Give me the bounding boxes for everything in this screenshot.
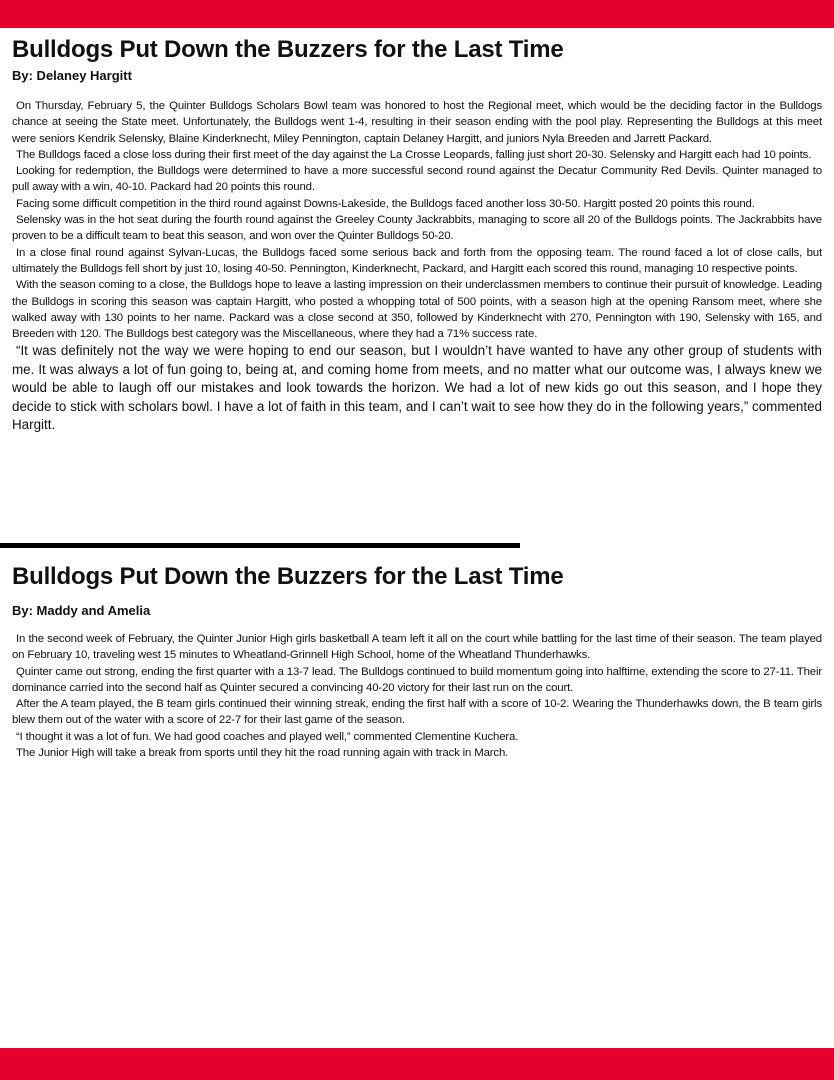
article-title: Bulldogs Put Down the Buzzers for the Last Time (12, 563, 564, 590)
paragraph: “I thought it was a lot of fun. We had good coaches and played well,” commented Clementine Kuchera. (16, 730, 519, 743)
article-title: Bulldogs Put Down the Buzzers for the Last Time (12, 36, 564, 63)
byline: By: Maddy and Amelia (12, 603, 151, 618)
paragraph: Quinter came out strong, ending the first quarter with a 13-7 lead. The Bulldogs continued to build momentum going into halftime, extending the score to 27-11. Their dominance carried into the second half as Quinter secured a convincing 40-20 victory for their last run on the court. (12, 665, 822, 694)
paragraph: With the season coming to a close, the Bulldogs hope to leave a lasting impression on their underclassmen members to continue their pursuit of knowledge. Leading the Bulldogs in scoring this season was captain Hargitt, who posted a whopping total of 500 points, with a season high at the opening Ransom meet, where she walked away with 130 points to her name. Packard was a close second at 350, followed by Kinderknecht with 270, Pennington with 190, Selensky with 165, and Breeden with 120. The Bulldogs best category was the Miscellaneous, where they had a 71% success rate. (12, 279, 822, 341)
paragraph: Looking for redemption, the Bulldogs were determined to have a more successful second round against the Decatur Community Red Devils. Quinter managed to pull away with a win, 40-10. Packard had 20 points this round. (12, 165, 822, 194)
section-divider (0, 543, 520, 548)
top-banner (0, 0, 834, 28)
paragraph: On Thursday, February 5, the Quinter Bulldogs Scholars Bowl team was honored to host the Regional meet, which would be the deciding factor in the Bulldogs chance at seeing the State meet. Unfortunately, the Bulldogs went 1-4, resulting in their season ending with the pool play. Representing the Bulldogs at this meet were seniors Kendrik Selensky, Blaine Kinderknecht, Miley Pennington, captain Delaney Hargitt, and juniors Nyla Breeden and Jarrett Packard. (12, 100, 822, 145)
article-body (12, 98, 822, 434)
article-junior-high-basketball (12, 563, 822, 761)
bottom-banner (0, 1048, 834, 1080)
quote-paragraph: “It was definitely not the way we were hoping to end our season, but I wouldn’t have wanted to have any other group of students with me. It was always a lot of fun going to, being at, and coming home from meets, and no matter what our outcome was, I always knew we would be able to laugh off our mistakes and look towards the horizon. We had a lot of new kids go out this season, and I hope they decide to stick with scholars bowl. I have a lot of faith in this team, and I can’t wait to see how they do in the following years,” commented Hargitt. (12, 343, 822, 433)
byline: By: Delaney Hargitt (12, 68, 132, 83)
paragraph: In a close final round against Sylvan-Lucas, the Bulldogs faced some serious back and forth from the opposing team. The round faced a lot of close calls, but ultimately the Bulldogs fell short by just 10, losing 40-50. Pennington, Kinderknecht, Packard, and Hargitt each scored this round, managing 10 respective points. (12, 246, 822, 275)
paragraph: Selensky was in the hot seat during the fourth round against the Greeley County Jackrabbits, managing to score all 20 of the Bulldogs points. The Jackrabbits have proven to be a difficult team to beat this season, and won over the Quinter Bulldogs 50-20. (12, 214, 822, 243)
paragraph: The Bulldogs faced a close loss during their first meet of the day against the La Crosse Leopards, falling just short 20-30. Selensky and Hargitt each had 10 points. (16, 148, 812, 161)
paragraph: Facing some difficult competition in the third round against Downs-Lakeside, the Bulldogs faced another loss 30-50. Hargitt posted 20 points this round. (16, 197, 755, 210)
paragraph: In the second week of February, the Quinter Junior High girls basketball A team left it all on the court while battling for the last time of their season. The team played on February 10, traveling west 15 minutes to Wheatland-Grinnell High School, home of the Wheatland Thunderhawks. (12, 633, 822, 662)
article-scholars-bowl (12, 36, 822, 434)
article-body (12, 631, 822, 761)
paragraph: The Junior High will take a break from sports until they hit the road running again with track in March. (16, 747, 509, 760)
paragraph: After the A team played, the B team girls continued their winning streak, ending the first half with a score of 10-2. Wearing the Thunderhawks down, the B team girls blew them out of the water with a score of 22-7 for their last game of the season. (12, 698, 822, 727)
